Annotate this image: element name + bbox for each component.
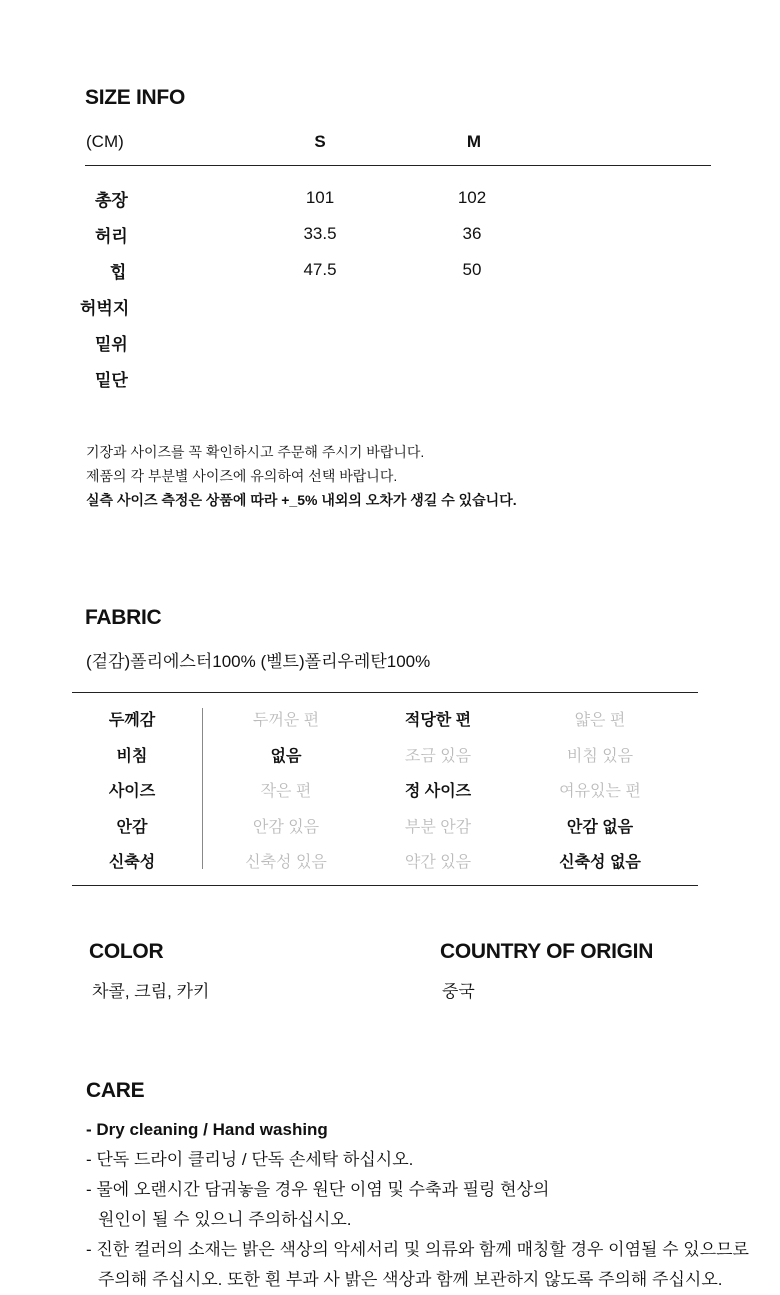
fabric-table-top-border — [72, 692, 698, 693]
care-line: - Dry cleaning / Hand washing — [86, 1120, 328, 1139]
fabric-option: 신축성 있음 — [245, 854, 327, 871]
size-note: 기장과 사이즈를 꼭 확인하시고 주문해 주시기 바랍니다. — [86, 444, 425, 460]
fabric-composition: (겉감)폴리에스터100% (벨트)폴리우레탄100% — [86, 652, 431, 671]
care-list — [86, 1115, 766, 1295]
fabric-row-label: 사이즈 — [108, 783, 156, 800]
fabric-option: 두꺼운 편 — [252, 712, 320, 729]
size-cell-s: 101 — [305, 188, 335, 207]
fabric-option: 작은 편 — [260, 783, 312, 800]
size-row-label: 힙 — [110, 263, 127, 282]
origin-value: 중국 — [442, 982, 475, 1001]
size-row-label: 허리 — [95, 227, 128, 246]
size-cell-m: 50 — [462, 260, 482, 279]
fabric-option: 여유있는 편 — [559, 783, 641, 800]
size-note: 제품의 각 부분별 사이즈에 유의하여 선택 바랍니다. — [86, 468, 398, 484]
fabric-option-selected: 정 사이즈 — [404, 783, 472, 800]
fabric-row-label: 안감 — [116, 818, 148, 836]
fabric-title: FABRIC — [85, 606, 162, 629]
fabric-option-selected: 신축성 없음 — [559, 854, 641, 871]
care-line: - 단독 드라이 클리닝 / 단독 손세탁 하십시오. — [86, 1150, 414, 1169]
size-cell-s: 47.5 — [303, 260, 337, 279]
size-note-emphasis: 실측 사이즈 측정은 상품에 따라 +_5% 내외의 오차가 생길 수 있습니다. — [86, 492, 517, 508]
fabric-option: 안감 있음 — [252, 818, 320, 836]
size-row-label: 총장 — [95, 191, 128, 210]
fabric-table-divider — [202, 708, 203, 869]
size-cell-m: 36 — [462, 224, 482, 243]
color-title: COLOR — [89, 940, 164, 963]
size-row-label: 밑단 — [95, 371, 128, 390]
care-line: 주의해 주십시오. 또한 흰 부과 사 밝은 색상과 함께 보관하지 않도록 주의해 주십시오. — [98, 1270, 723, 1289]
size-cell-m: 102 — [457, 188, 487, 207]
fabric-table-bottom-border — [72, 885, 698, 886]
fabric-row-label: 신축성 — [108, 854, 156, 871]
size-col-s: S — [314, 132, 326, 151]
fabric-option: 비침 있음 — [566, 747, 634, 765]
size-cell-s: 33.5 — [303, 224, 337, 243]
fabric-option: 얇은 편 — [574, 712, 626, 729]
origin-title: COUNTRY OF ORIGIN — [440, 940, 654, 963]
size-row-label: 밑위 — [95, 335, 128, 354]
size-info-title: SIZE INFO — [85, 86, 185, 109]
size-notes — [86, 440, 517, 512]
fabric-option: 조금 있음 — [404, 747, 472, 765]
fabric-option-selected: 없음 — [270, 747, 302, 765]
fabric-row-label: 두께감 — [108, 712, 156, 729]
fabric-row-label: 비침 — [116, 747, 148, 765]
fabric-option: 부분 안감 — [404, 818, 472, 836]
fabric-option-selected: 안감 없음 — [566, 818, 634, 836]
fabric-option: 약간 있음 — [404, 854, 472, 871]
size-col-m: M — [466, 132, 482, 151]
care-line: - 물에 오랜시간 담궈놓을 경우 원단 이염 및 수축과 필링 현상의 — [86, 1180, 550, 1199]
care-line: 원인이 될 수 있으니 주의하십시오. — [98, 1210, 352, 1229]
color-value: 차콜, 크림, 카키 — [92, 982, 210, 1001]
size-unit-label: (CM) — [86, 132, 124, 151]
size-header-divider — [85, 165, 711, 166]
care-title: CARE — [86, 1079, 145, 1102]
fabric-option-selected: 적당한 편 — [404, 712, 472, 729]
size-row-label: 허벅지 — [80, 299, 130, 318]
care-line: - 진한 컬러의 소재는 밝은 색상의 악세서리 및 의류와 함께 매칭할 경우 이염될 수 있으므로 — [86, 1240, 749, 1259]
